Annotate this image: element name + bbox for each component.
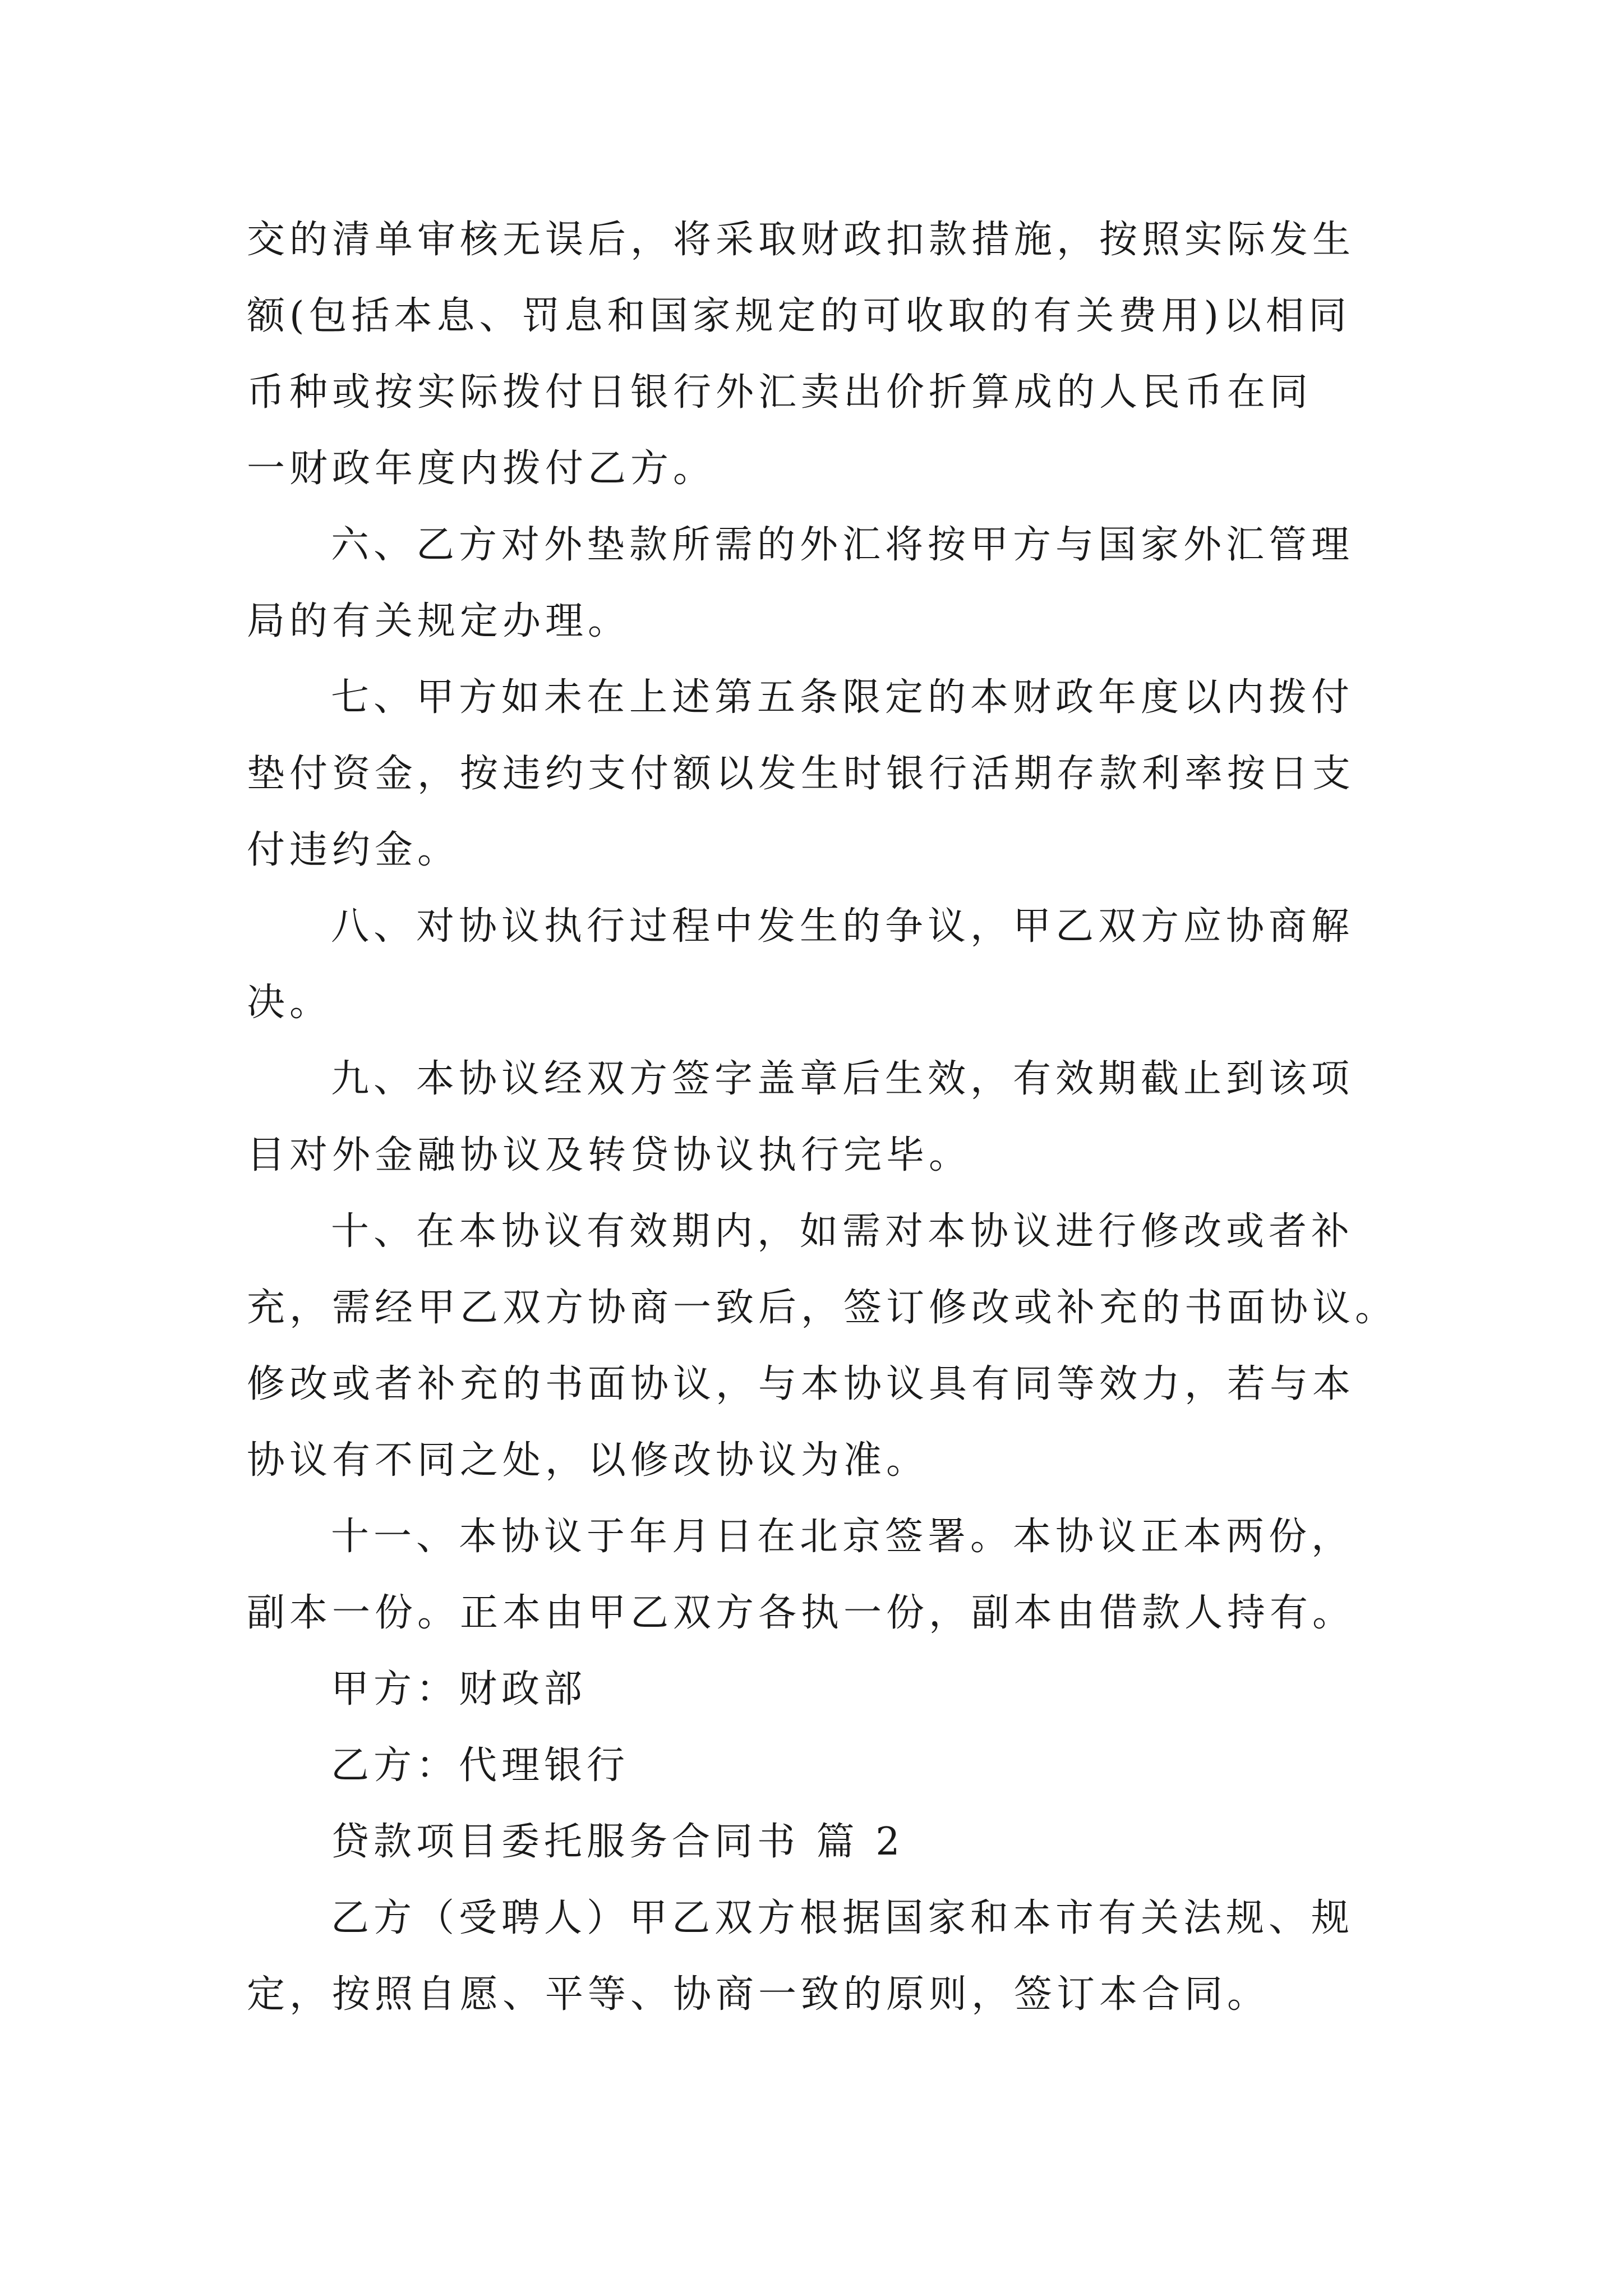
text-line: 决。 [247,981,333,1025]
text-line: 付违约金。 [247,828,460,872]
text-line: 垫付资金，按违约支付额以发生时银行活期存款利率按日支 [247,752,1355,796]
text-line: 局的有关规定办理。 [247,599,631,643]
party-a-line: 甲方：财政部 [331,1667,587,1711]
party-b-line: 乙方：代理银行 [331,1743,630,1788]
text-line: 币种或按实际拨付日银行外汇卖出价折算成的人民币在同 [247,370,1313,415]
text-line: 副本一份。正本由甲乙双方各执一份，副本由借款人持有。 [247,1591,1355,1635]
clause-nine-line: 九、本协议经双方签字盖章后生效，有效期截止到该项 [331,1057,1354,1101]
text-line: 乙方（受聘人）甲乙双方根据国家和本市有关法规、规 [331,1896,1354,1940]
document-body [247,202,1398,2033]
text-line: 交的清单审核无误后，将采取财政扣款措施，按照实际发生 [247,218,1355,262]
section-heading: 贷款项目委托服务合同书 篇 2 [331,1820,905,1864]
clause-seven-line: 七、甲方如未在上述第五条限定的本财政年度以内拨付 [331,675,1354,720]
text-line: 协议有不同之处，以修改协议为准。 [247,1438,929,1483]
clause-ten-line: 十、在本协议有效期内，如需对本协议进行修改或者补 [331,1209,1354,1254]
text-line: 一财政年度内拨付乙方。 [247,447,716,491]
text-line: 充，需经甲乙双方协商一致后，签订修改或补充的书面协议。 [247,1286,1398,1330]
text-line: 定，按照自愿、平等、协商一致的原则，签订本合同。 [247,1972,1270,2017]
clause-eight-line: 八、对协议执行过程中发生的争议，甲乙双方应协商解 [331,904,1354,949]
text-line: 额(包括本息、罚息和国家规定的可收取的有关费用)以相同 [247,294,1352,338]
clause-six-line: 六、乙方对外垫款所需的外汇将按甲方与国家外汇管理 [331,523,1354,567]
text-line: 目对外金融协议及转贷协议执行完毕。 [247,1133,972,1177]
text-line: 修改或者补充的书面协议，与本协议具有同等效力，若与本 [247,1362,1355,1406]
clause-eleven-line: 十一、本协议于年月日在北京签署。本协议正本两份， [331,1515,1354,1559]
